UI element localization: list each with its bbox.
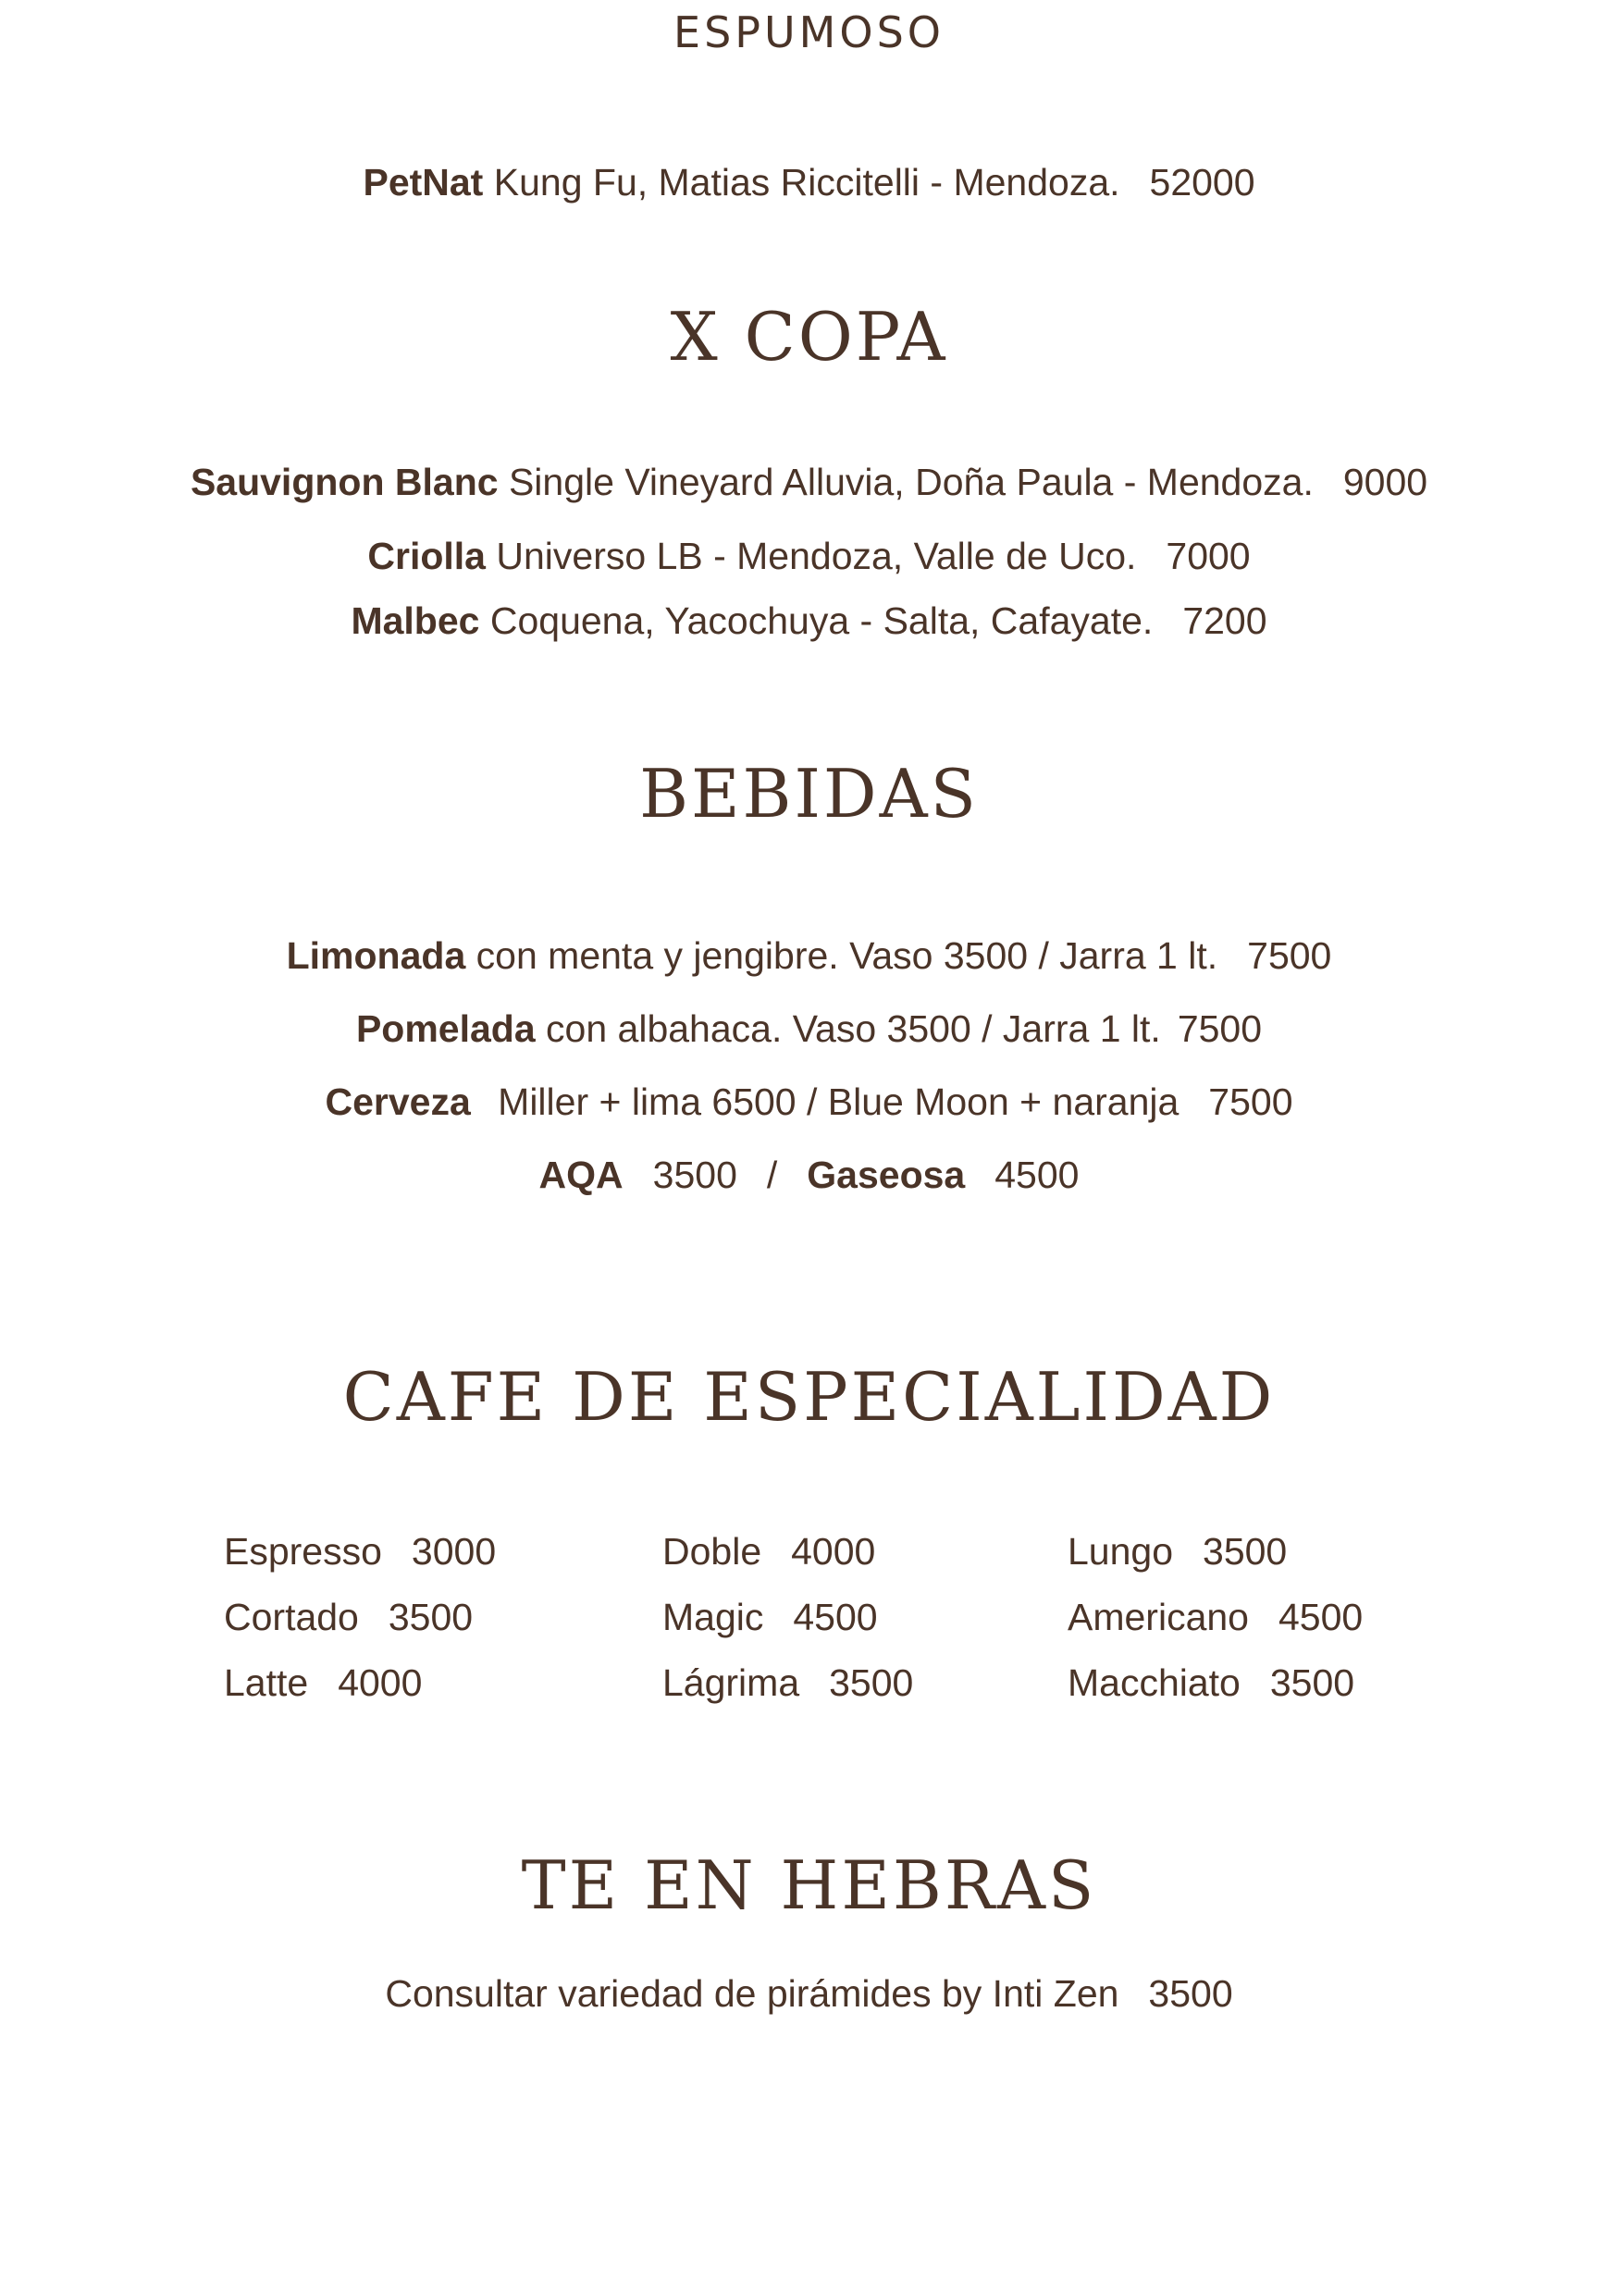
section-title-te: TE EN HEBRAS	[521, 1846, 1097, 1924]
item-price: 3500	[388, 1596, 474, 1638]
item-desc: Universo LB - Mendoza, Valle de Uco.	[496, 535, 1137, 577]
coffee-item	[224, 1661, 422, 1705]
menu-item-criolla	[0, 535, 1618, 578]
item-name: Gaseosa	[807, 1154, 966, 1196]
coffee-item	[1068, 1661, 1354, 1705]
item-desc: Single Vineyard Alluvia, Doña Paula - Mendoza.	[508, 461, 1314, 503]
item-price: 7500	[1177, 1007, 1263, 1050]
item-name: Americano	[1068, 1596, 1249, 1638]
menu-item-cerveza	[0, 1080, 1618, 1124]
item-name: Pomelada	[355, 1007, 536, 1050]
item-price: 3500	[829, 1661, 914, 1704]
menu-item-sauvignon	[0, 461, 1618, 504]
item-price: 3500	[1203, 1530, 1288, 1573]
item-name: Doble	[662, 1530, 762, 1573]
item-price: 7200	[1182, 599, 1267, 642]
item-price: 4000	[338, 1661, 423, 1704]
menu-item-pomelada	[0, 1007, 1618, 1051]
item-name: Latte	[224, 1661, 309, 1704]
item-name: PetNat	[363, 161, 484, 204]
item-name: Espresso	[224, 1530, 382, 1573]
item-name: Lungo	[1068, 1530, 1174, 1573]
item-price: 7500	[1208, 1080, 1293, 1123]
item-desc: con albahaca. Vaso 3500 / Jarra 1 lt.	[546, 1007, 1161, 1050]
item-price: 4500	[1278, 1596, 1364, 1638]
item-name: Criolla	[367, 535, 486, 577]
coffee-item	[662, 1530, 875, 1574]
item-name: Limonada	[286, 934, 466, 977]
separator: /	[766, 1154, 778, 1196]
item-name: Malbec	[351, 599, 480, 642]
item-name: Lágrima	[662, 1661, 800, 1704]
item-price: 7500	[1247, 934, 1332, 977]
section-title-xcopa: X COPA	[670, 298, 948, 376]
coffee-item	[1068, 1596, 1363, 1639]
item-desc: Miller + lima 6500 / Blue Moon + naranja	[498, 1080, 1180, 1123]
coffee-item	[662, 1596, 878, 1639]
item-price: 4500	[793, 1596, 878, 1638]
coffee-item	[224, 1596, 473, 1639]
coffee-item	[224, 1530, 496, 1574]
item-name: Cortado	[224, 1596, 359, 1638]
menu-item-aqa-gaseosa	[0, 1154, 1618, 1197]
item-price: 4000	[791, 1530, 876, 1573]
section-title-cafe: CAFE DE ESPECIALIDAD	[342, 1358, 1276, 1436]
item-price: 3500	[1148, 1972, 1233, 2015]
item-name: Sauvignon Blanc	[190, 461, 499, 503]
item-desc: Kung Fu, Matias Riccitelli - Mendoza.	[493, 161, 1120, 204]
item-name: Magic	[662, 1596, 764, 1638]
menu-item-malbec	[0, 599, 1618, 643]
menu-item-petnat	[0, 161, 1618, 204]
coffee-item	[662, 1661, 913, 1705]
section-title-bebidas: BEBIDAS	[639, 755, 979, 833]
item-name: Macchiato	[1068, 1661, 1241, 1704]
item-price: 9000	[1342, 461, 1428, 503]
item-price: 7000	[1166, 535, 1251, 577]
section-title-espumoso: ESPUMOSO	[673, 7, 945, 57]
menu-item-limonada	[0, 934, 1618, 978]
tea-description	[0, 1972, 1618, 2016]
item-price: 3500	[652, 1154, 737, 1196]
item-desc: Consultar variedad de pirámides by Inti Zen	[385, 1972, 1119, 2015]
item-price: 52000	[1149, 161, 1255, 204]
item-name: AQA	[538, 1154, 624, 1196]
coffee-item	[1068, 1530, 1287, 1574]
item-price: 4500	[994, 1154, 1080, 1196]
item-price: 3500	[1269, 1661, 1355, 1704]
item-name: Cerveza	[325, 1080, 471, 1123]
item-desc: Coquena, Yacochuya - Salta, Cafayate.	[489, 599, 1154, 642]
item-price: 3000	[411, 1530, 497, 1573]
item-desc: con menta y jengibre. Vaso 3500 / Jarra 1 lt.	[476, 934, 1218, 977]
